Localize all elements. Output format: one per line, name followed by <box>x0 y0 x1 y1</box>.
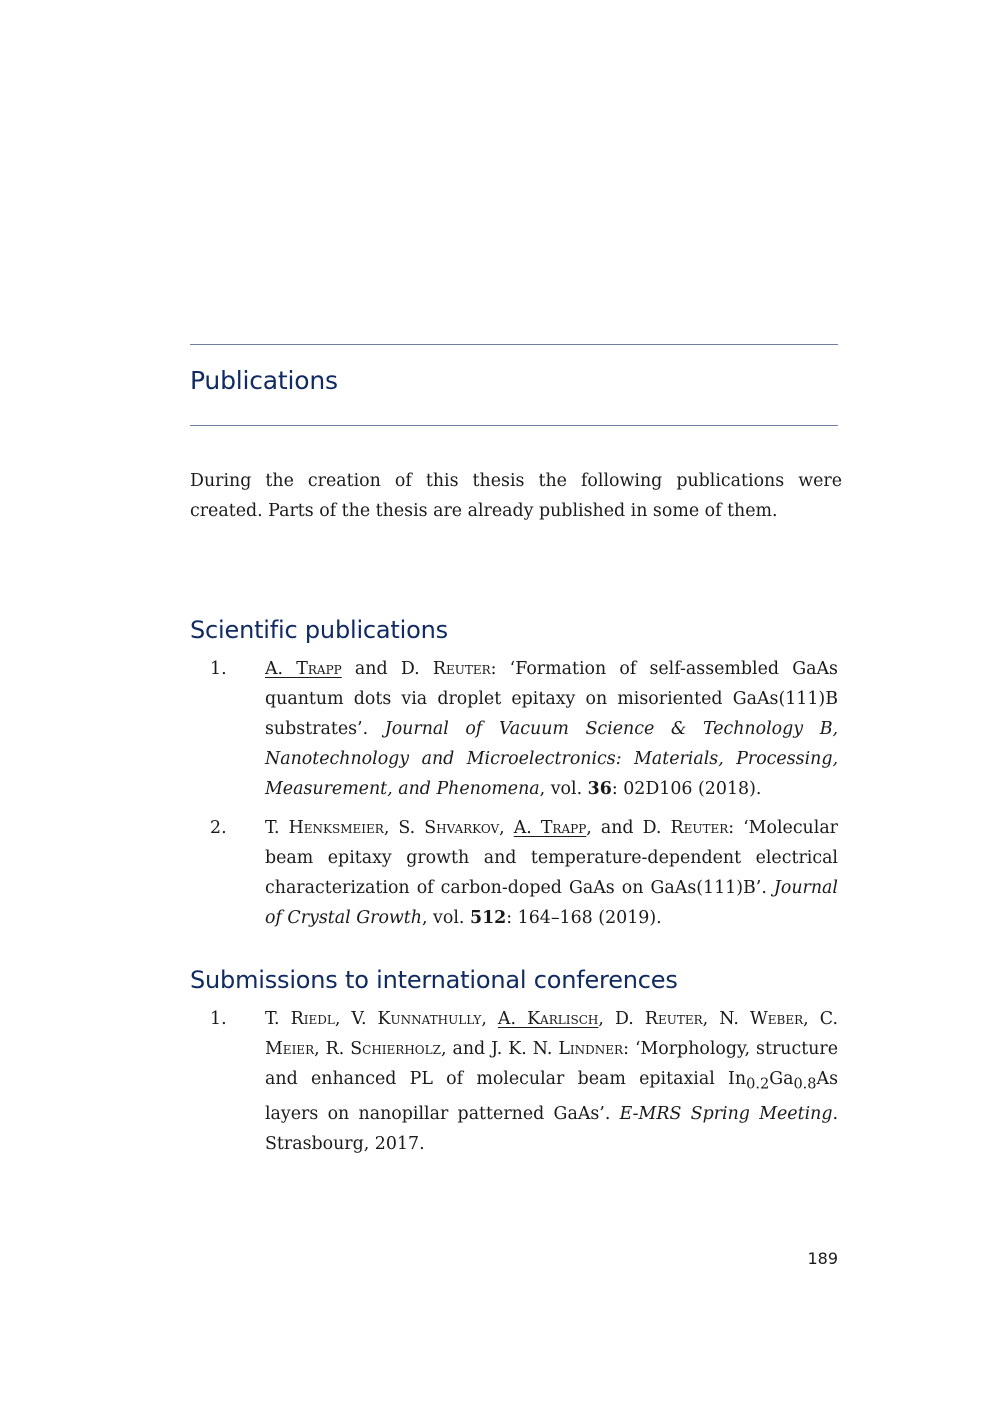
author-name: C. Meier <box>265 1009 838 1059</box>
publication-title: Ga <box>769 1069 794 1089</box>
item-number: 1. <box>210 1009 227 1029</box>
author-separator: and <box>341 659 401 679</box>
item-number: 2. <box>210 818 227 838</box>
subscript: 0.2 <box>746 1076 770 1093</box>
page-number: 189 <box>807 1249 838 1268</box>
item-number: 1. <box>210 659 227 679</box>
author-separator: : <box>490 659 510 679</box>
section-title-scientific: Scientific publications <box>190 616 448 644</box>
section-title-conferences: Submissions to international conferences <box>190 966 678 994</box>
conference-name: E-MRS Spring Meeting <box>619 1104 833 1125</box>
list-item <box>190 813 838 933</box>
publication-tail: . Strasbourg, 2017. <box>265 1104 839 1155</box>
publication-title: ‘Molecular beam epitaxy growth and temperature-dependent electrical characterization of carbon-doped GaAs on GaAs(111)B’. <box>265 818 838 898</box>
author-name: D. Reuter <box>614 1009 703 1029</box>
author-separator: , <box>314 1039 326 1059</box>
chapter-rule-top <box>190 344 838 345</box>
author-separator: , <box>499 818 514 838</box>
author-name: V. Kunnathully <box>351 1009 482 1029</box>
journal-name: Journal of Crystal Growth <box>265 878 838 928</box>
author-name: N. Weber <box>719 1009 804 1029</box>
author-name: D. Reuter <box>400 659 491 679</box>
author-name-thesis-author: A. Karlisch <box>497 1009 599 1029</box>
publication-list-conferences <box>190 1004 838 1159</box>
volume-prefix: , vol. <box>422 908 470 928</box>
publication-tail: : 164–168 (2019). <box>506 908 662 928</box>
author-separator: , <box>334 1009 352 1029</box>
author-name: R. Schierholz <box>325 1039 441 1059</box>
author-name-thesis-author: A. Trapp <box>265 659 342 679</box>
author-name: T. Riedl <box>265 1009 335 1029</box>
publication-list-scientific <box>190 654 838 933</box>
author-name: J. K. N. Lindner <box>491 1039 624 1059</box>
author-name: D. Reuter <box>642 818 729 838</box>
author-separator: , <box>481 1009 498 1029</box>
chapter-title: Publications <box>190 366 338 395</box>
volume-number: 36 <box>587 779 612 799</box>
author-name: T. Henksmeier <box>265 818 384 838</box>
author-separator: : <box>623 1039 635 1059</box>
author-separator: , <box>803 1009 820 1029</box>
chapter-rule-bottom <box>190 425 838 426</box>
publication-title: ‘Morphology, structure and enhanced PL of molecular beam epitaxial In <box>265 1039 839 1089</box>
volume-prefix: , vol. <box>539 779 588 799</box>
author-separator: , <box>702 1009 720 1029</box>
author-name-thesis-author: A. Trapp <box>513 818 587 838</box>
author-name: S. Shvarkov <box>398 818 500 838</box>
list-item <box>190 1004 838 1159</box>
publication-title: ‘Formation of self-assembled GaAs quantum dots via droplet epitaxy on misoriented GaAs(111)B substrates’. <box>265 659 838 739</box>
journal-name: Journal of Vacuum Science & Technology B, Nanotechnology and Microelectronics: Materials, Processing, Measurement, and Phenomena <box>265 719 839 799</box>
publication-title: As layers on nanopillar patterned GaAs’. <box>265 1069 838 1125</box>
subscript: 0.8 <box>793 1076 817 1093</box>
intro-paragraph: During the creation of this thesis the following publications were created. Parts of the thesis are already published in some of them. <box>190 471 842 521</box>
list-item <box>190 654 838 804</box>
volume-number: 512 <box>469 908 507 928</box>
author-separator: , <box>598 1009 615 1029</box>
author-separator: , and <box>586 818 643 838</box>
author-separator: , and <box>440 1039 492 1059</box>
author-separator: , <box>383 818 399 838</box>
publication-tail: : 02D106 (2018). <box>611 779 762 799</box>
author-separator: : <box>728 818 744 838</box>
